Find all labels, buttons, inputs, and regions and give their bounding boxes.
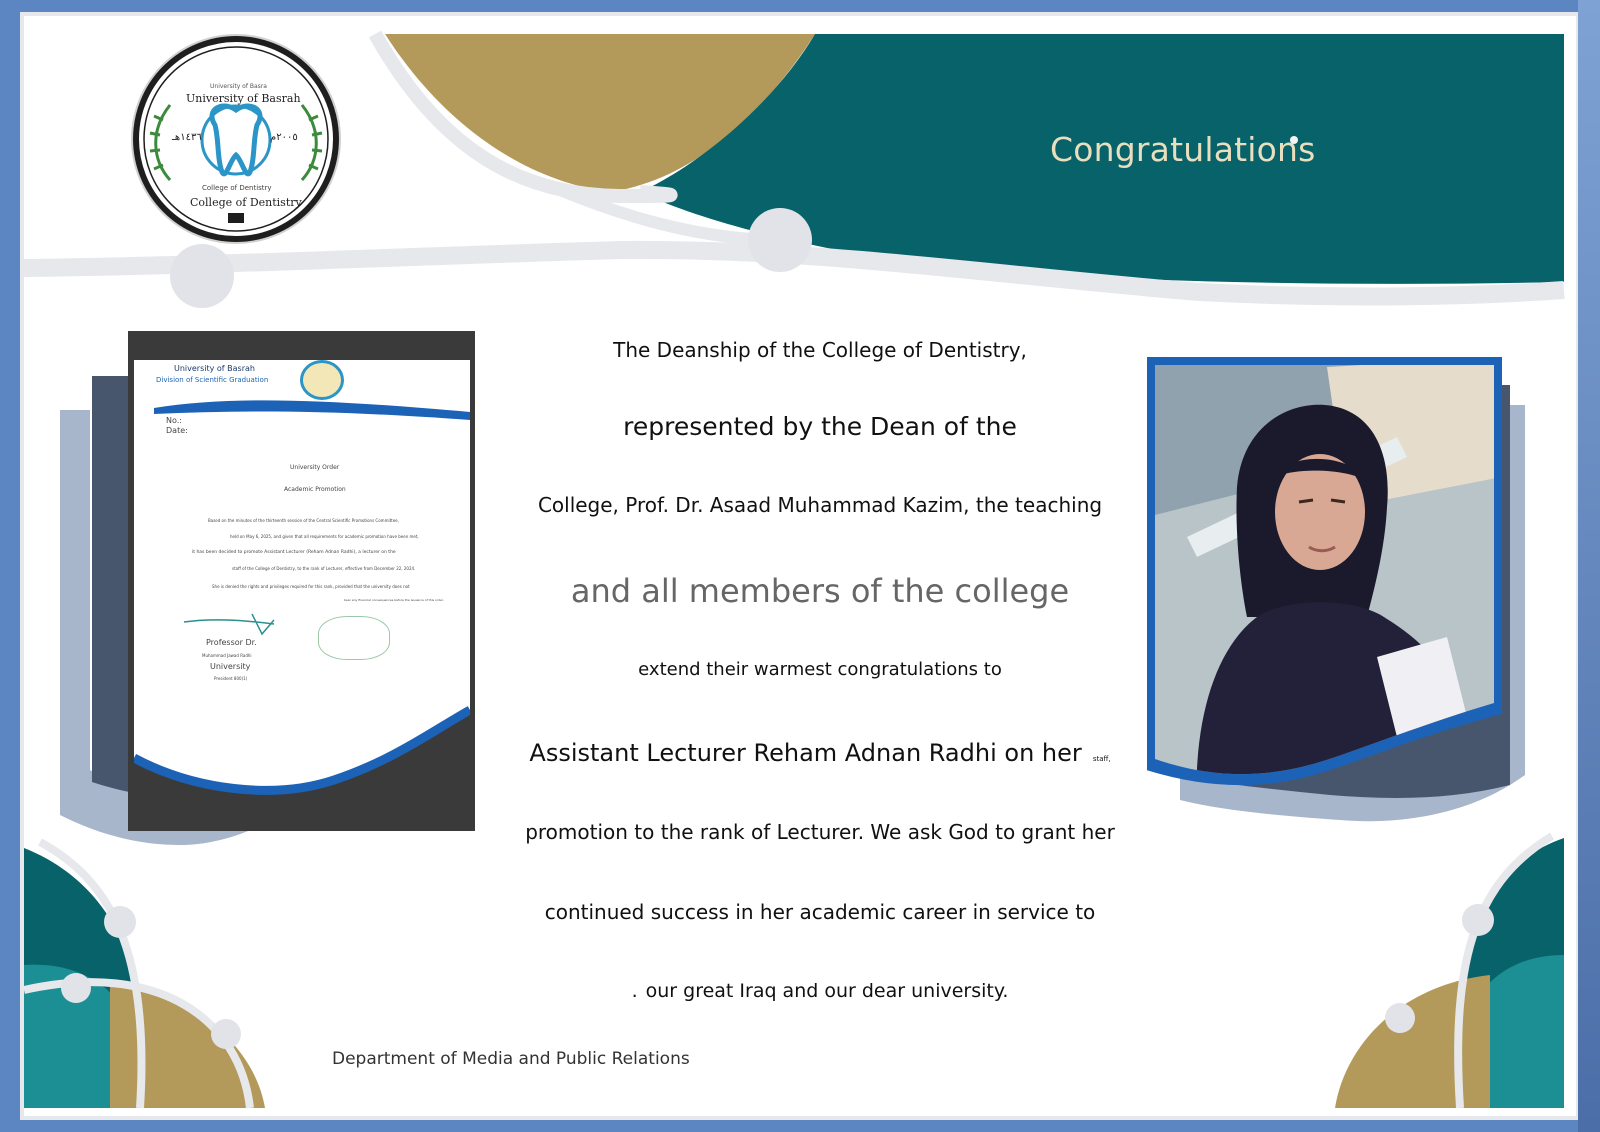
message-line-7: promotion to the rank of Lecturer. We ask God to grant her	[525, 820, 1115, 844]
portrait-image	[1147, 357, 1502, 817]
letter-body-6: bear any financial consequences before the issuance of this order.	[344, 598, 444, 602]
message-line-9	[500, 980, 1140, 1002]
seal-top-line: University of Basra	[210, 83, 267, 90]
profile-photo	[1147, 357, 1502, 817]
college-seal	[132, 35, 340, 243]
letter-body-1: Based on the minutes of the thirteenth session of the Central Scientific Promotions Committee,	[208, 518, 399, 523]
letter-division: Division of Scientific Graduation	[156, 376, 269, 384]
grey-dot-bl1	[104, 906, 136, 938]
seal-left-year: ١٤٣٦هـ	[172, 132, 202, 143]
message-line-9-text: our great Iraq and our dear university.	[645, 980, 1009, 1002]
seal-college: College of Dentistry	[190, 196, 302, 209]
letter-body-2: held on May 6, 2025, and given that all requirements for academic promotion have been met,	[230, 534, 419, 539]
message-line-6-small: staff,	[1092, 755, 1111, 763]
message-line-9-dot: .	[631, 980, 638, 1002]
letter-body-4: staff of the College of Dentistry, to the rank of Lecturer, effective from December 22, 2024.	[232, 566, 416, 571]
seal-university: University of Basrah	[186, 92, 301, 105]
letter-university: University of Basrah	[174, 364, 255, 373]
letter-signer-org: University	[210, 662, 251, 671]
letter-signature	[182, 610, 282, 640]
grey-dot-br2	[1385, 1003, 1415, 1033]
letter-header-swoosh	[134, 390, 470, 430]
book-icon	[228, 213, 244, 223]
congratulations-title: Congratulations	[1050, 130, 1316, 169]
message-line-3: College, Prof. Dr. Asaad Muhammad Kazim, the teaching	[537, 493, 1103, 517]
letter-signer-title: Professor Dr.	[206, 638, 257, 647]
message-line-6-main: Assistant Lecturer Reham Adnan Radhi on her	[529, 739, 1082, 767]
letter-stamp	[318, 616, 390, 660]
grey-dot-left	[170, 244, 234, 308]
university-order-letter	[134, 360, 470, 810]
seal-college-small: College of Dentistry	[202, 184, 272, 192]
message-line-2: represented by the Dean of the	[623, 412, 1017, 441]
message-line-5: extend their warmest congratulations to	[638, 659, 1002, 680]
grey-dot-mid	[748, 208, 812, 272]
grey-dot-bl2	[61, 973, 91, 1003]
letter-signer-name: Muhammad Jawad Radhi	[202, 653, 252, 658]
seal-right-year: ٢٠٠٥م	[270, 132, 298, 143]
grey-dot-br1	[1462, 904, 1494, 936]
letter-order-title: University Order	[290, 464, 340, 471]
department-credit: Department of Media and Public Relations	[332, 1049, 690, 1069]
message-line-6	[500, 739, 1140, 767]
message-line-8: continued success in her academic career in service to	[544, 900, 1096, 924]
letter-body-3: it has been decided to promote Assistant Lecturer (Reham Adnan Radhi), a lecturer on the	[192, 550, 396, 555]
letter-subject: Academic Promotion	[284, 486, 346, 493]
message-line-1: The Deanship of the College of Dentistry,	[613, 338, 1027, 362]
letter-signer-role: President 800(1)	[214, 676, 248, 681]
letter-no: No.:	[166, 416, 182, 425]
message-line-4: and all members of the college	[570, 572, 1070, 610]
letter-bottom-wave	[134, 700, 470, 810]
letter-body-5: She is denied the rights and privileges required for this rank, provided that the university does not	[212, 584, 410, 589]
letter-date: Date:	[166, 426, 188, 435]
gold-corner-right	[1335, 975, 1490, 1108]
grey-dot-bl3	[211, 1019, 241, 1049]
